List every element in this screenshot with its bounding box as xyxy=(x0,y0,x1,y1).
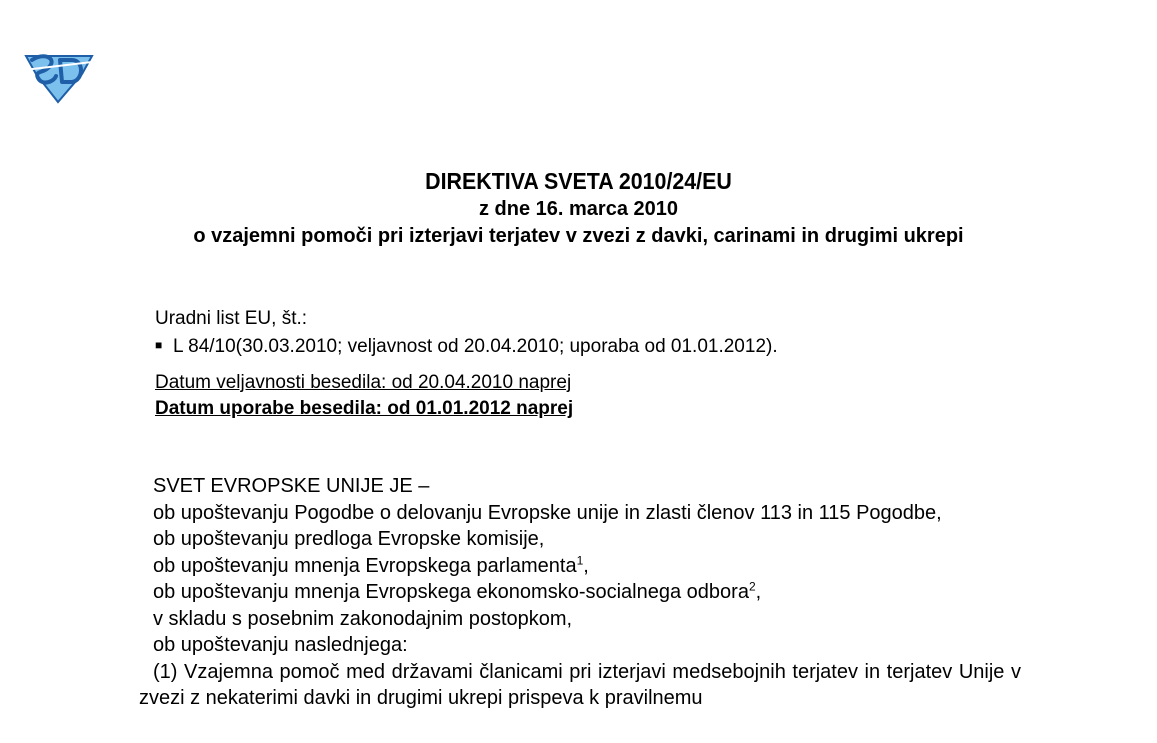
gazette-entry-row xyxy=(155,332,778,360)
gazette-reference xyxy=(155,305,778,360)
body-text: ob upoštevanju mnenja Evropskega ekonomsko-socialnega odbora xyxy=(153,581,749,603)
body-text-end: , xyxy=(583,554,589,577)
footnote-ref[interactable]: 2 xyxy=(748,579,756,594)
document-subject: o vzajemni pomoči pri izterjavi terjatev v zvezi z davki, carinami in drugimi ukrepi xyxy=(193,225,964,247)
body-text-end: , xyxy=(755,581,762,603)
valid-from-date: Datum veljavnosti besedila: od 20.04.2010 naprej xyxy=(155,372,572,393)
document-header xyxy=(0,166,1157,250)
body-paragraph: ob upoštevanju naslednjega: xyxy=(153,634,408,656)
footnote-ref[interactable]: 1 xyxy=(576,552,584,567)
gazette-label: Uradni list EU, št.: xyxy=(155,308,308,329)
body-paragraph xyxy=(139,579,1021,606)
bullet-square-icon: ■ xyxy=(155,338,163,352)
body-paragraph: ob upoštevanju predloga Evropske komisije, xyxy=(153,528,545,550)
body-text: ob upoštevanju mnenja Evropskega parlamenta xyxy=(153,554,577,577)
document-title: DIREKTIVA SVETA 2010/24/EU xyxy=(425,168,732,194)
document-body xyxy=(139,473,1021,712)
sd-shield-logo-icon xyxy=(22,48,96,104)
body-paragraph: ob upoštevanju Pogodbe o delovanju Evropske unije in zlasti členov 113 in 115 Pogodbe, xyxy=(153,501,942,524)
body-paragraph: (1) Vzajemna pomoč med državami članicami pri izterjavi medsebojnih terjatev in terjatev Unije v zvezi z nekaterimi davki in drugimi ukrepi prispeva k pravilnemu xyxy=(139,660,1021,709)
document-date: z dne 16. marca 2010 xyxy=(478,198,678,220)
body-paragraph: v skladu s posebnim zakonodajnim postopkom, xyxy=(153,607,573,630)
body-paragraph: SVET EVROPSKE UNIJE JE – xyxy=(153,475,430,497)
validity-dates xyxy=(155,370,573,422)
body-paragraph xyxy=(139,553,1021,580)
applied-from-date: Datum uporabe besedila: od 01.01.2012 naprej xyxy=(155,398,574,419)
gazette-entry: L 84/10(30.03.2010; veljavnost od 20.04.2010; uporaba od 01.01.2012). xyxy=(173,336,778,357)
